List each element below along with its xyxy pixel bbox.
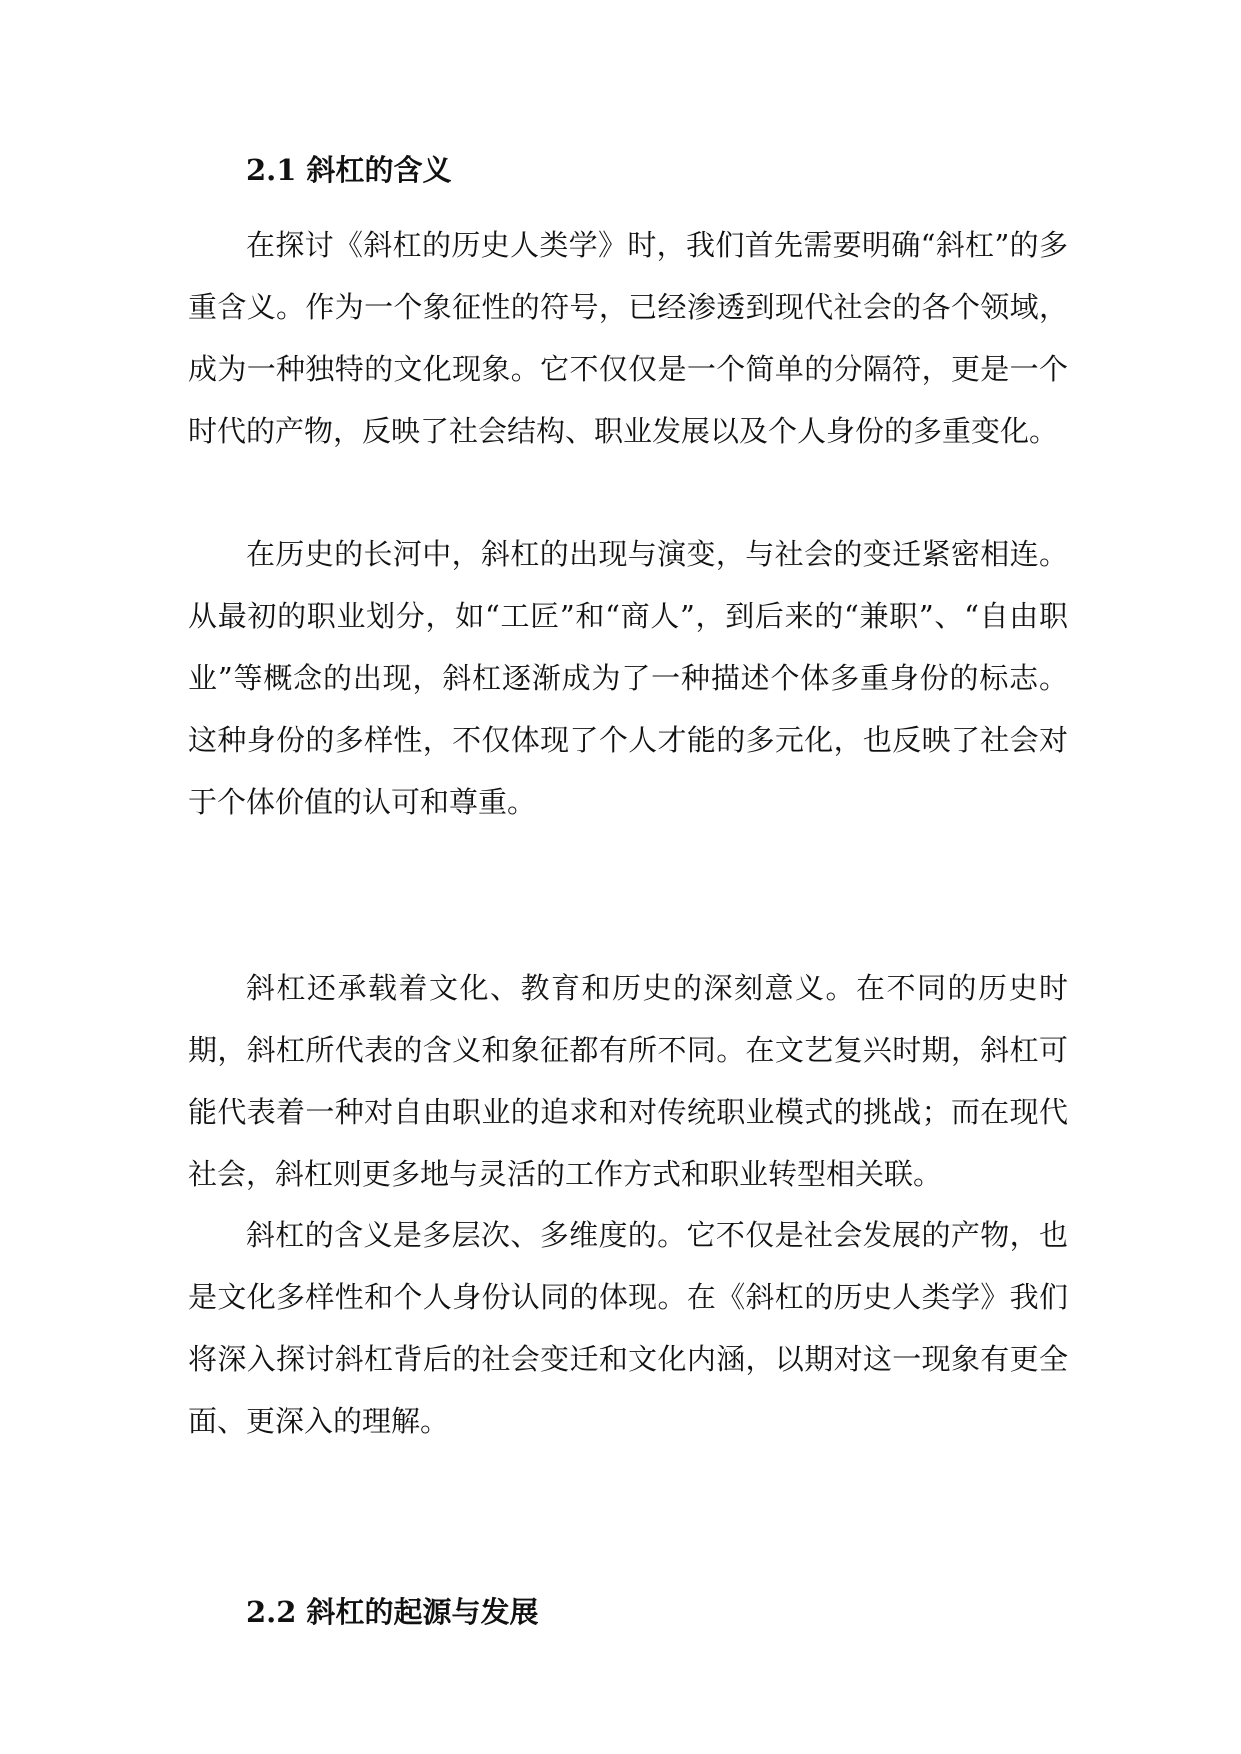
section-heading-2-1: 2.1 斜杠的含义 xyxy=(246,153,452,187)
paragraph-1: 在探讨《斜杠的历史人类学》时，我们首先需要明确“斜杠”的多重含义。作为一个象征性的符号，已经渗透到现代社会的各个领域，成为一种独特的文化现象。它不仅仅是一个简单的分隔符，更是一个时代的产物，反映了社会结构、职业发展以及个人身份的多重变化。 xyxy=(188,228,1068,448)
paragraph-2: 在历史的长河中，斜杠的出现与演变，与社会的变迁紧密相连。从最初的职业划分，如“工匠”和“商人”，到后来的“兼职”、“自由职业”等概念的出现，斜杠逐渐成为了一种描述个体多重身份的标志。这种身份的多样性，不仅体现了个人才能的多元化，也反映了社会对于个体价值的认可和尊重。 xyxy=(188,537,1068,819)
paragraph-4: 斜杠的含义是多层次、多维度的。它不仅是社会发展的产物，也是文化多样性和个人身份认同的体现。在《斜杠的历史人类学》我们将深入探讨斜杠背后的社会变迁和文化内涵，以期对这一现象有更全面、更深入的理解。 xyxy=(188,1218,1068,1438)
paragraph-3: 斜杠还承载着文化、教育和历史的深刻意义。在不同的历史时期，斜杠所代表的含义和象征都有所不同。在文艺复兴时期，斜杠可能代表着一种对自由职业的追求和对传统职业模式的挑战；而在现代社会，斜杠则更多地与灵活的工作方式和职业转型相关联。 xyxy=(188,971,1068,1191)
section-heading-2-2: 2.2 斜杠的起源与发展 xyxy=(246,1595,539,1629)
